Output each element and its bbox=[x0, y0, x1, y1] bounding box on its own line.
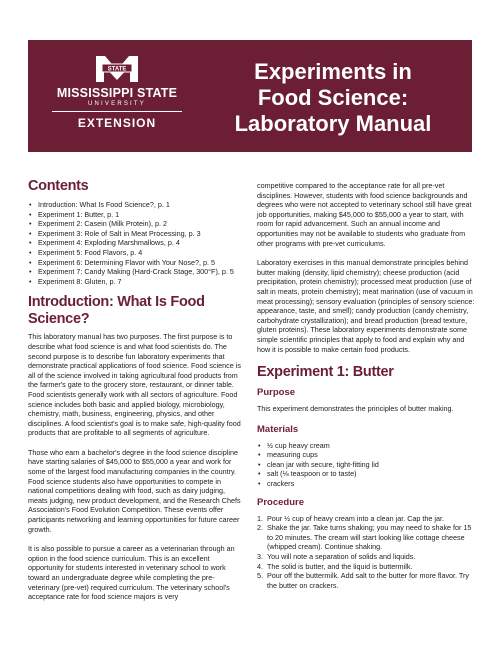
step-number: 4. bbox=[257, 561, 263, 571]
step-number: 3. bbox=[257, 552, 263, 562]
intro-paragraph-3: It is also possible to pursue a career as a veterinarian through an option in the food science curriculum. This is an excellent opportunity for students interested in veterinary school to work toward an undergraduate degree while completing the pre-veterinary (pre-vet) required curriculum. The veterinary school's acceptance rate for food science majors is very bbox=[28, 544, 235, 602]
toc-item[interactable]: • Experiment 8: Gluten, p. 7 bbox=[28, 277, 242, 287]
procedure-step bbox=[257, 562, 475, 572]
logo-state-text: MISSISSIPPI STATE bbox=[56, 86, 178, 100]
procedure-step bbox=[257, 514, 475, 524]
right-column bbox=[257, 181, 475, 590]
document-title bbox=[208, 59, 458, 137]
procedure-steps bbox=[257, 514, 475, 591]
procedure-step bbox=[257, 552, 475, 562]
purpose-heading: Purpose bbox=[257, 387, 296, 399]
list-item: • crackers bbox=[257, 479, 475, 489]
logo-extension-text: EXTENSION bbox=[77, 116, 157, 130]
toc-item[interactable]: • Experiment 3: Role of Salt in Meat Processing, p. 3 bbox=[28, 229, 242, 239]
toc-item[interactable]: • Experiment 7: Candy Making (Hard-Crack Stage, 300°F), p. 5 bbox=[28, 267, 242, 277]
intro-heading: Introduction: What Is Food Science? bbox=[28, 294, 205, 328]
intro-paragraph-4: competitive compared to the acceptance rate for all pre-vet disciplines. However, students with food science backgrounds and degrees who were not accepted to veterinary school still have great job opportunities, making $45,000 to $55,000 a year to start, with room for rapid advancement. Such an annual income and opportunities may not be available to students who graduate from other programs with pre-vet curriculums. bbox=[257, 181, 472, 248]
list-item: • ½ cup heavy cream bbox=[257, 441, 475, 451]
step-text: You will note a separation of solids and liquids. bbox=[267, 552, 416, 562]
title-line-3: Laboratory Manual bbox=[234, 111, 432, 136]
contents-heading: Contents bbox=[28, 178, 89, 194]
toc-item[interactable]: • Introduction: What Is Food Science?, p. 1 bbox=[28, 200, 242, 210]
extension-logo bbox=[42, 54, 192, 138]
purpose-text: This experiment demonstrates the principles of butter making. bbox=[257, 404, 454, 414]
step-text: The solid is butter, and the liquid is buttermilk. bbox=[267, 561, 413, 571]
step-text: Pour off the buttermilk. Add salt to the butter for more flavor. Try the butter on crackers. bbox=[267, 571, 470, 590]
list-item: • salt (⅛ teaspoon or to taste) bbox=[257, 469, 475, 479]
toc-item[interactable]: • Experiment 1: Butter, p. 1 bbox=[28, 210, 242, 220]
intro-paragraph-2: Those who earn a bachelor's degree in the food science discipline have starting salaries of $45,000 to $55,000 a year and work for some of the largest food manufacturing companies in the country. Food science students also have opportunities to compete in national competitions dealing with food, such as dairy judging, meats judging, new product development, and the Research Chefs Association's Food Evolution Competition. These events offer participants networking and learning opportunities for future career growth. bbox=[28, 447, 241, 534]
step-number: 1. bbox=[257, 513, 263, 523]
header-banner bbox=[28, 40, 472, 152]
msu-logo-mark-icon bbox=[94, 54, 140, 84]
step-text: Pour ½ cup of heavy cream into a clean jar. Cap the jar. bbox=[267, 513, 444, 523]
intro-paragraph-5: Laboratory exercises in this manual demonstrate principles behind butter making (density, lipid chemistry); cheese production (acid precipitation, protein chemistry); processed meat production (use of salt in meats, protein chemistry); meat marination (use of vacuum in meat processing); sensory evaluation (principles of sensory science: appearance, taste, and smell); candy production (candy chemistry, carbohydrate crystallization); and bread production (bread texture, gluten proteins). These laboratory experiments demonstrate some simple scientific principles that apply to food and explain why and how it is possible to make certain food products. bbox=[257, 258, 475, 354]
procedure-heading: Procedure bbox=[257, 496, 304, 508]
experiment-1-heading: Experiment 1: Butter bbox=[257, 364, 394, 381]
procedure-step bbox=[257, 571, 475, 590]
left-column bbox=[28, 178, 242, 612]
title-line-1: Experiments in bbox=[254, 59, 412, 84]
toc-item[interactable]: • Experiment 4: Exploding Marshmallows, p. 4 bbox=[28, 238, 242, 248]
toc-item[interactable]: • Experiment 6: Determining Flavor with Your Nose?, p. 5 bbox=[28, 258, 242, 268]
title-line-2: Food Science: bbox=[257, 85, 409, 110]
list-item: • measuring cups bbox=[257, 450, 475, 460]
toc-item[interactable]: • Experiment 2: Casein (Milk Protein), p. 2 bbox=[28, 219, 242, 229]
materials-heading: Materials bbox=[257, 423, 299, 435]
intro-paragraph-1: This laboratory manual has two purposes. The first purpose is to describe what food science is and what food scientists do. The second purpose is to describe fun laboratory experiments that demonstrate practical applications of food science. Food science is all of the science involved in taking agricultural food products from the farmer's gate to the grocery store, restaurant, or dinner table. Food scientists generally work with all sectors of agriculture. Food science includes both basic and applied biology, microbiology, chemistry, math, business, engineering, physics, and other disciplines. A food scientist's goal is to make safe, high-quality food products that are profitable to all segments of agriculture. bbox=[28, 332, 241, 438]
step-number: 2. bbox=[257, 523, 263, 533]
toc-item[interactable]: • Experiment 5: Food Flavors, p. 4 bbox=[28, 248, 242, 258]
list-item: • clean jar with secure, tight-fitting lid bbox=[257, 460, 475, 470]
materials-list bbox=[257, 441, 475, 489]
logo-divider bbox=[52, 111, 182, 112]
table-of-contents bbox=[28, 200, 242, 286]
logo-university-text: UNIVERSITY bbox=[87, 101, 146, 107]
step-number: 5. bbox=[257, 571, 263, 581]
logo-mark-text: STATE bbox=[107, 66, 127, 73]
procedure-step bbox=[257, 523, 475, 552]
step-text: Shake the jar. Take turns shaking; you may need to shake for 15 to 20 minutes. The cream will start looking like cottage cheese (whipped cream). Continue shaking. bbox=[267, 523, 472, 552]
